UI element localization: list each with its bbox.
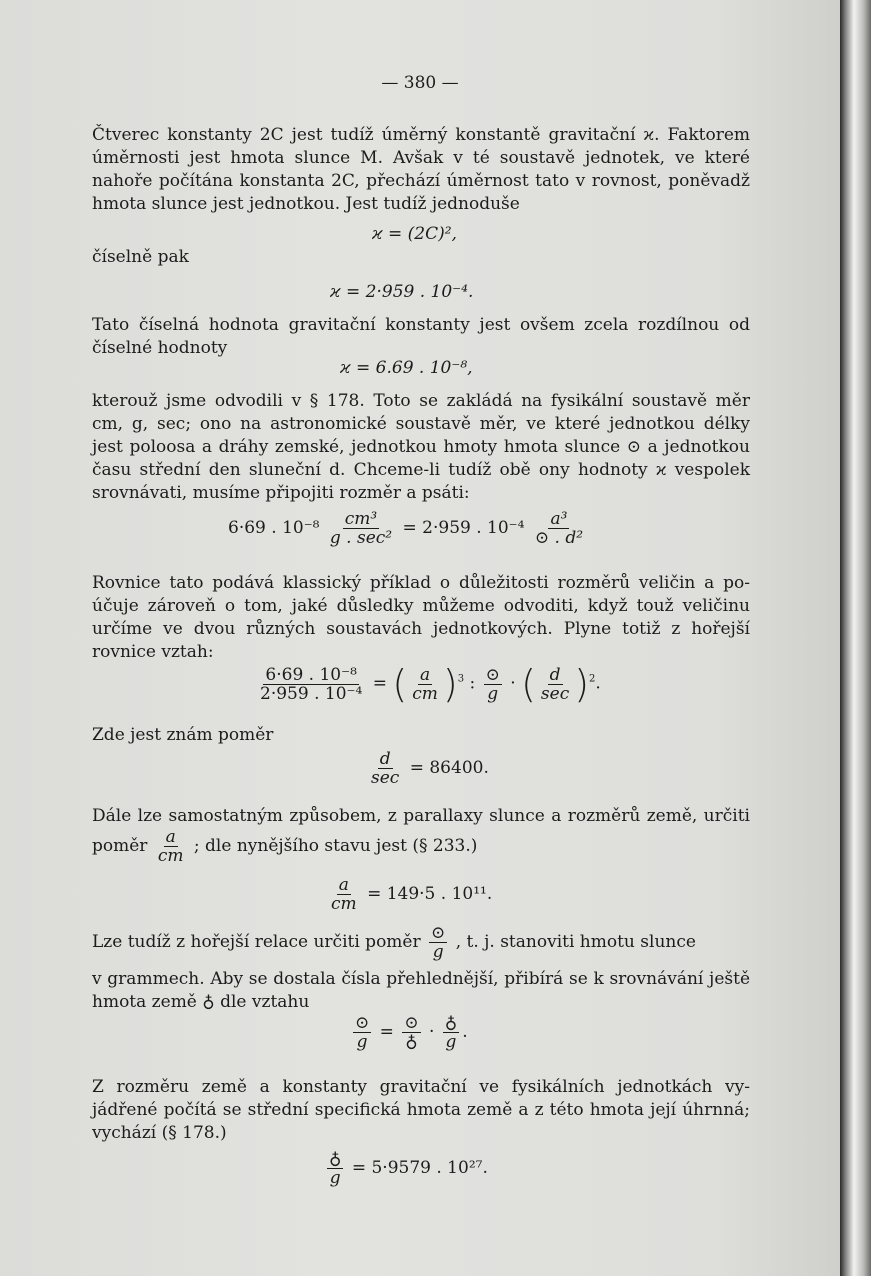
text-line: číselně pak: [92, 247, 189, 267]
text-line: Zde jest znám poměr: [92, 725, 274, 745]
text-line-ratio: poměr $\frac{a}{cm}$ ; dle nynějšího stavu jest (§ 233.): [92, 827, 478, 866]
text-line-sun-ratio: Lze tudíž z hořejší relace určiti poměr $\frac{⊙}{g}$ , t. j. stanoviti hmotu slunce: [92, 923, 696, 962]
text-line: hmota země ♁ dle vztahu: [92, 992, 310, 1012]
text-line: srovnávati, musíme připojiti rozměr a psáti:: [92, 483, 470, 503]
text-line: kterouž jsme odvodili v § 178. Toto se zakládá na fysikální soustavě měr: [92, 391, 750, 411]
equation-kappa-cgs: ϰ = 6.69 . 10⁻⁸,: [340, 358, 473, 378]
page-number: — 380 —: [381, 73, 459, 93]
text-line: hmota slunce jest jednotkou. Jest tudíž jednoduše: [92, 194, 520, 214]
text-line: vychází (§ 178.): [92, 1123, 227, 1143]
text-line: účuje zároveň o tom, jaké důsledky můžeme odvoditi, když touž veličinu: [92, 596, 750, 616]
text-line: určíme ve dvou různých soustavách jednotkových. Plyne totiž z hořejší: [92, 619, 750, 639]
text-line: Z rozměru země a konstanty gravitační ve fysikálních jednotkách vy-: [92, 1077, 750, 1097]
text-line: cm, g, sec; ono na astronomické soustavě měr, ve které jednotkou délky: [92, 414, 750, 434]
equation-kappa-2c: ϰ = (2C)²,: [372, 224, 457, 244]
equation-day-seconds: $\frac{d}{\sec}$ = 86400.: [371, 749, 489, 788]
text-line: jádřené počítá se střední specifická hmota země a z této hmota její úhrnná;: [92, 1100, 750, 1120]
text-line: úměrnosti jest hmota slunce M. Avšak v té soustavě jednotek, ve které: [92, 148, 750, 168]
page-edge-binding: [840, 0, 871, 1276]
text-line: rovnice vztah:: [92, 642, 214, 662]
text-line: číselné hodnoty: [92, 338, 228, 358]
text-line: Čtverec konstanty 2C jest tudíž úměrný konstantě gravitační ϰ. Faktorem: [92, 125, 750, 145]
text-line: v grammech. Aby se dostala čísla přehlednější, přibírá se k srovnávání ještě: [92, 969, 750, 989]
text-line: času střední den sluneční d. Chceme-li tudíž obě ony hodnoty ϰ vespolek: [92, 460, 750, 480]
text-line: jest poloosa a dráhy zemské, jednotkou hmoty hmota slunce ⊙ a jednotkou: [92, 437, 750, 457]
text-line: Tato číselná hodnota gravitační konstanty jest ovšem zcela rozdílnou od: [92, 315, 750, 335]
text-line: Dále lze samostatným způsobem, z parallaxy slunce a rozměrů země, určiti: [92, 806, 750, 826]
equation-earth-mass: $\frac{♁}{g}$ = 5·9579 . 10²⁷.: [329, 1149, 488, 1188]
equation-dimension: 6·69 . 10⁻⁸ $\frac{\text{cm³}}{\text{g . sec²}}$ = 2·959 . 10⁻⁴ $\frac{\text{a³}}{\text{⊙ . d²}}$: [228, 509, 584, 548]
equation-kappa-value: ϰ = 2·959 . 10⁻⁴.: [330, 282, 474, 302]
equation-sun-earth: $\frac{⊙}{g}$ = $\frac{⊙}{♁}$ · $\frac{♁}{g}$ .: [355, 1013, 468, 1052]
equation-au-cm: $\frac{a}{cm}$ = 149·5 . 10¹¹.: [331, 875, 493, 914]
equation-ratio: $\frac{\text{6·69 . 10⁻⁸}}{\text{2·959 . 10⁻⁴}}$ = ( $\frac{a}{cm}$ )$^3$ : $\frac{⊙}{g}$ · ( $\frac{d}{\sec}$ )$^2$.: [260, 662, 601, 706]
text-line: nahoře počítána konstanta 2C, přechází úměrnost tato v rovnost, poněvadž: [92, 171, 750, 191]
text-line: Rovnice tato podává klassický příklad o důležitosti rozměrů veličin a po-: [92, 573, 750, 593]
